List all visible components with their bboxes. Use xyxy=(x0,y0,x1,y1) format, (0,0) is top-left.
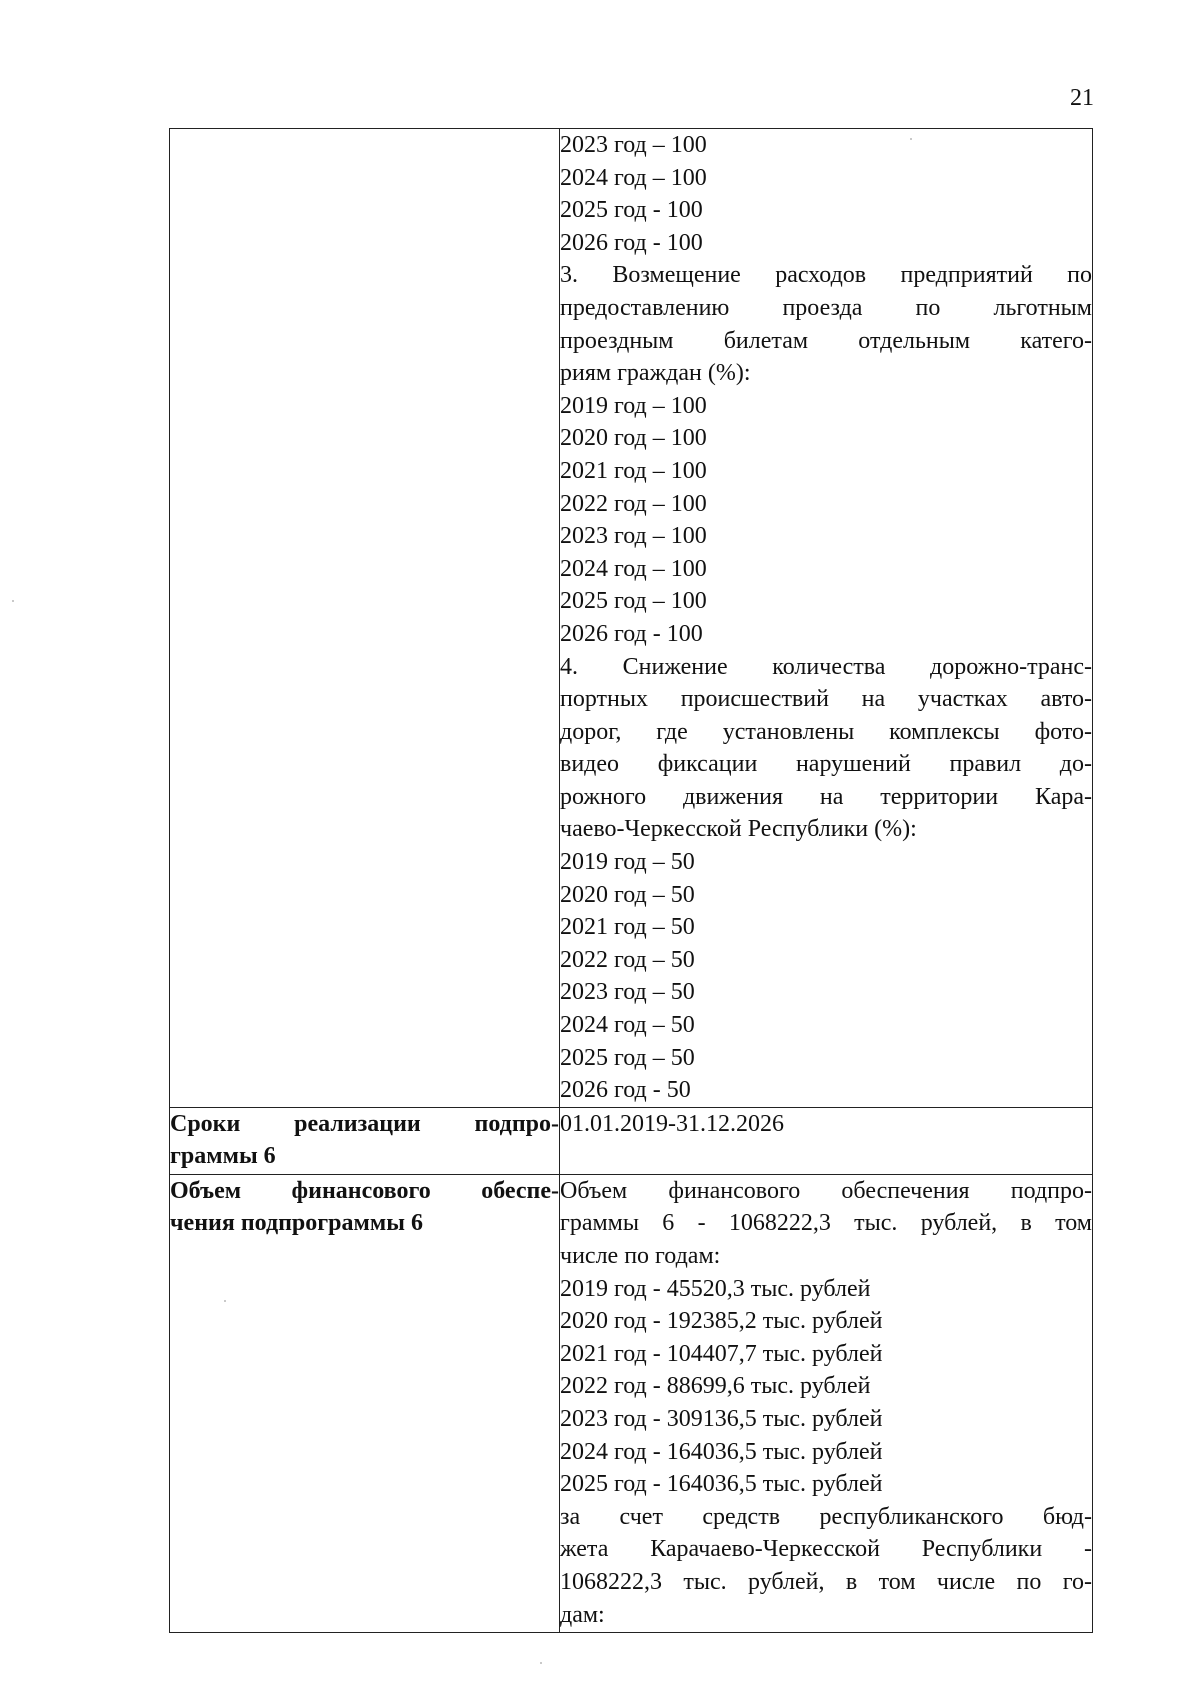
text-line: 2020 год - 192385,2 тыс. рублей xyxy=(560,1308,883,1335)
indicators-left-cell xyxy=(170,129,560,1108)
text-line: 2023 год – 50 xyxy=(560,979,695,1006)
text-line: за счет средств республиканского бюд- xyxy=(560,1503,1092,1530)
text-line: 2020 год – 100 xyxy=(560,425,707,452)
text-line: 2019 год – 50 xyxy=(560,849,695,876)
text-line: 2025 год – 50 xyxy=(560,1044,695,1071)
text-line: Объем финансового обеспечения подпро- xyxy=(560,1177,1092,1204)
text-line: 2024 год - 164036,5 тыс. рублей xyxy=(560,1438,883,1465)
text-line: 2025 год – 100 xyxy=(560,588,707,615)
row-label-line: Объем финансового обеспе- xyxy=(170,1177,559,1204)
funding-label-cell xyxy=(170,1174,560,1632)
text-line: 2024 год – 100 xyxy=(560,164,707,191)
text-line: 4. Снижение количества дорожно-транс- xyxy=(560,653,1092,680)
timeline-value-cell xyxy=(560,1107,1093,1174)
text-line: 2026 год - 100 xyxy=(560,229,703,256)
text-line: риям граждан (%): xyxy=(560,360,751,387)
text-line: 01.01.2019-31.12.2026 xyxy=(560,1110,784,1137)
text-line: числе по годам: xyxy=(560,1243,721,1269)
text-line: дорог, где установлены комплексы фото- xyxy=(560,718,1092,745)
text-line: чаево-Черкесской Республики (%): xyxy=(560,816,917,843)
text-line: 2023 год – 100 xyxy=(560,523,707,550)
text-line: 2025 год - 164036,5 тыс. рублей xyxy=(560,1471,883,1498)
text-line: 2024 год – 50 xyxy=(560,1012,695,1039)
text-line: 2019 год - 45520,3 тыс. рублей xyxy=(560,1275,871,1302)
text-line: предоставлению проезда по льготным xyxy=(560,294,1092,321)
text-line: 2023 год – 100 xyxy=(560,132,707,158)
text-line: 2026 год - 50 xyxy=(560,1077,691,1104)
indicators-right-cell xyxy=(560,129,1093,1108)
scan-speck xyxy=(910,138,912,140)
text-line: видео фиксации нарушений правил до- xyxy=(560,751,1092,778)
table-row-funding xyxy=(170,1174,1093,1632)
text-line: портных происшествий на участках авто- xyxy=(560,686,1092,713)
text-line: 2021 год – 50 xyxy=(560,914,695,941)
text-line: 2026 год - 100 xyxy=(560,620,703,647)
text-line: 3. Возмещение расходов предприятий по xyxy=(560,262,1092,289)
text-line: 2024 год – 100 xyxy=(560,555,707,582)
table-row-indicators xyxy=(170,129,1093,1108)
text-line: 2021 год – 100 xyxy=(560,457,707,484)
funding-value-cell xyxy=(560,1174,1093,1632)
text-line: 2022 год – 50 xyxy=(560,946,695,973)
page-number: 21 xyxy=(1070,85,1094,111)
text-line: проездным билетам отдельным катего- xyxy=(560,327,1092,354)
scan-speck xyxy=(224,1300,226,1302)
text-line: 2020 год – 50 xyxy=(560,881,695,908)
text-line: дам: xyxy=(560,1601,605,1628)
text-line: 2019 год – 100 xyxy=(560,392,707,419)
row-label-line: чения подпрограммы 6 xyxy=(170,1210,423,1237)
text-line: 2023 год - 309136,5 тыс. рублей xyxy=(560,1405,883,1432)
scan-speck xyxy=(540,1662,542,1664)
row-label-line: Сроки реализации подпро- xyxy=(170,1110,559,1137)
scan-speck xyxy=(12,600,14,602)
row-label-line: граммы 6 xyxy=(170,1143,276,1170)
text-line: 2022 год – 100 xyxy=(560,490,707,517)
text-line: 2021 год - 104407,7 тыс. рублей xyxy=(560,1340,883,1367)
passport-table xyxy=(169,128,1093,1633)
text-line: 2022 год - 88699,6 тыс. рублей xyxy=(560,1373,871,1400)
timeline-label-cell xyxy=(170,1107,560,1174)
table-row-timeline xyxy=(170,1107,1093,1174)
text-line: рожного движения на территории Кара- xyxy=(560,783,1092,810)
text-line: жета Карачаево-Черкесской Республики - xyxy=(560,1536,1092,1563)
text-line: 2025 год - 100 xyxy=(560,197,703,224)
text-line: 1068222,3 тыс. рублей, в том числе по го- xyxy=(560,1568,1092,1595)
text-line: граммы 6 - 1068222,3 тыс. рублей, в том xyxy=(560,1210,1092,1237)
